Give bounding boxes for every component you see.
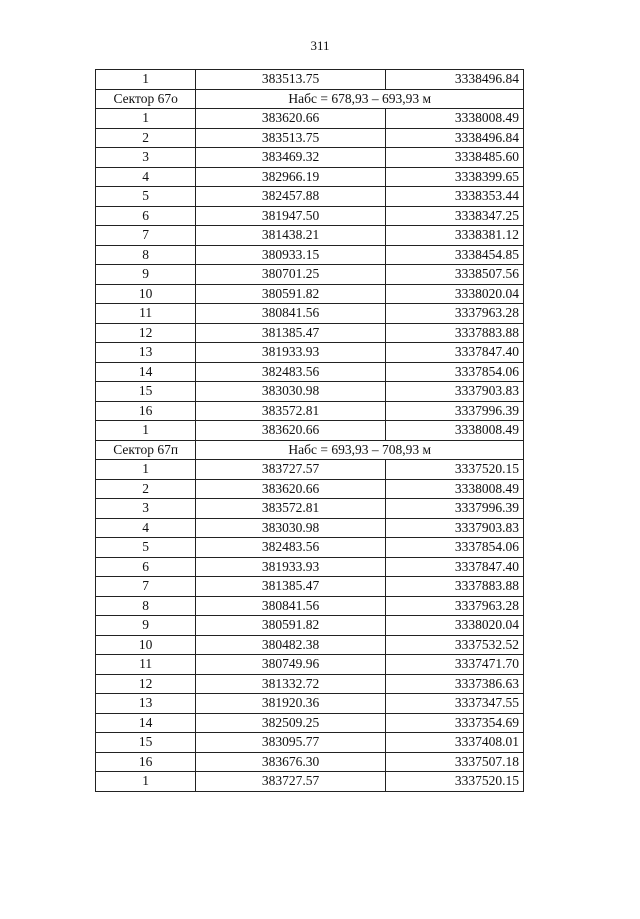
table-row xyxy=(96,187,524,207)
table-row xyxy=(96,382,524,402)
point-number-cell: 4 xyxy=(96,167,196,187)
point-number-cell: 11 xyxy=(96,655,196,675)
x-coordinate-cell: 383469.32 xyxy=(196,148,385,168)
table-row xyxy=(96,577,524,597)
point-number-cell: 2 xyxy=(96,479,196,499)
table-row xyxy=(96,713,524,733)
y-coordinate-cell: 3338020.04 xyxy=(385,284,523,304)
y-coordinate-cell: 3337996.39 xyxy=(385,499,523,519)
point-number-cell: 3 xyxy=(96,499,196,519)
y-coordinate-cell: 3337903.83 xyxy=(385,382,523,402)
y-coordinate-cell: 3337854.06 xyxy=(385,538,523,558)
point-number-cell: 8 xyxy=(96,245,196,265)
point-number-cell: 13 xyxy=(96,343,196,363)
point-number-cell: 5 xyxy=(96,538,196,558)
point-number-cell: 1 xyxy=(96,421,196,441)
page-number: 311 xyxy=(310,38,330,53)
y-coordinate-cell: 3337471.70 xyxy=(385,655,523,675)
x-coordinate-cell: 383030.98 xyxy=(196,518,385,538)
table-row xyxy=(96,304,524,324)
point-number-cell: 12 xyxy=(96,323,196,343)
y-coordinate-cell: 3338353.44 xyxy=(385,187,523,207)
y-coordinate-cell: 3338381.12 xyxy=(385,226,523,246)
x-coordinate-cell: 381933.93 xyxy=(196,343,385,363)
y-coordinate-cell: 3337847.40 xyxy=(385,343,523,363)
coordinates-table xyxy=(95,69,524,792)
point-number-cell: 4 xyxy=(96,518,196,538)
y-coordinate-cell: 3337347.55 xyxy=(385,694,523,714)
x-coordinate-cell: 383620.66 xyxy=(196,479,385,499)
point-number-cell: 12 xyxy=(96,674,196,694)
x-coordinate-cell: 380591.82 xyxy=(196,284,385,304)
x-coordinate-cell: 382483.56 xyxy=(196,538,385,558)
x-coordinate-cell: 383030.98 xyxy=(196,382,385,402)
point-number-cell: 14 xyxy=(96,362,196,382)
x-coordinate-cell: 383572.81 xyxy=(196,401,385,421)
x-coordinate-cell: 383676.30 xyxy=(196,752,385,772)
point-number-cell: 7 xyxy=(96,226,196,246)
y-coordinate-cell: 3337532.52 xyxy=(385,635,523,655)
table-row xyxy=(96,343,524,363)
x-coordinate-cell: 383727.57 xyxy=(196,772,385,792)
point-number-cell: 16 xyxy=(96,401,196,421)
y-coordinate-cell: 3337903.83 xyxy=(385,518,523,538)
point-number-cell: 8 xyxy=(96,596,196,616)
table-row xyxy=(96,538,524,558)
y-coordinate-cell: 3338485.60 xyxy=(385,148,523,168)
table-row xyxy=(96,226,524,246)
x-coordinate-cell: 380841.56 xyxy=(196,596,385,616)
table-row xyxy=(96,421,524,441)
y-coordinate-cell: 3338496.84 xyxy=(385,128,523,148)
y-coordinate-cell: 3337507.18 xyxy=(385,752,523,772)
x-coordinate-cell: 381438.21 xyxy=(196,226,385,246)
point-number-cell: 10 xyxy=(96,284,196,304)
x-coordinate-cell: 381385.47 xyxy=(196,577,385,597)
table-row xyxy=(96,616,524,636)
point-number-cell: 1 xyxy=(96,772,196,792)
y-coordinate-cell: 3338008.49 xyxy=(385,109,523,129)
point-number-cell: 15 xyxy=(96,382,196,402)
x-coordinate-cell: 383513.75 xyxy=(196,128,385,148)
x-coordinate-cell: 381933.93 xyxy=(196,557,385,577)
x-coordinate-cell: 382457.88 xyxy=(196,187,385,207)
table-row xyxy=(96,70,524,90)
y-coordinate-cell: 3337963.28 xyxy=(385,304,523,324)
point-number-cell: 11 xyxy=(96,304,196,324)
x-coordinate-cell: 383727.57 xyxy=(196,460,385,480)
point-number-cell: 9 xyxy=(96,616,196,636)
y-coordinate-cell: 3337386.63 xyxy=(385,674,523,694)
point-number-cell: 10 xyxy=(96,635,196,655)
x-coordinate-cell: 381385.47 xyxy=(196,323,385,343)
y-coordinate-cell: 3337883.88 xyxy=(385,577,523,597)
y-coordinate-cell: 3338347.25 xyxy=(385,206,523,226)
y-coordinate-cell: 3337996.39 xyxy=(385,401,523,421)
y-coordinate-cell: 3338399.65 xyxy=(385,167,523,187)
point-number-cell: 16 xyxy=(96,752,196,772)
table-row xyxy=(96,245,524,265)
sector-elevation-range: Набс = 693,93 – 708,93 м xyxy=(196,440,524,460)
x-coordinate-cell: 383513.75 xyxy=(196,70,385,90)
table-row xyxy=(96,479,524,499)
coordinates-table-body xyxy=(96,70,524,792)
y-coordinate-cell: 3338507.56 xyxy=(385,265,523,285)
x-coordinate-cell: 381947.50 xyxy=(196,206,385,226)
table-row xyxy=(96,206,524,226)
point-number-cell: 1 xyxy=(96,460,196,480)
y-coordinate-cell: 3337520.15 xyxy=(385,772,523,792)
x-coordinate-cell: 380933.15 xyxy=(196,245,385,265)
sector-elevation-range: Набс = 678,93 – 693,93 м xyxy=(196,89,524,109)
x-coordinate-cell: 382509.25 xyxy=(196,713,385,733)
x-coordinate-cell: 383572.81 xyxy=(196,499,385,519)
x-coordinate-cell: 383095.77 xyxy=(196,733,385,753)
sector-label: Сектор 67п xyxy=(96,440,196,460)
table-row xyxy=(96,148,524,168)
table-row xyxy=(96,557,524,577)
table-row xyxy=(96,284,524,304)
y-coordinate-cell: 3337520.15 xyxy=(385,460,523,480)
y-coordinate-cell: 3338454.85 xyxy=(385,245,523,265)
x-coordinate-cell: 381332.72 xyxy=(196,674,385,694)
table-row xyxy=(96,518,524,538)
table-row xyxy=(96,674,524,694)
x-coordinate-cell: 383620.66 xyxy=(196,421,385,441)
x-coordinate-cell: 380591.82 xyxy=(196,616,385,636)
table-row xyxy=(96,694,524,714)
table-row xyxy=(96,655,524,675)
x-coordinate-cell: 380841.56 xyxy=(196,304,385,324)
point-number-cell: 6 xyxy=(96,206,196,226)
y-coordinate-cell: 3337854.06 xyxy=(385,362,523,382)
y-coordinate-cell: 3338020.04 xyxy=(385,616,523,636)
point-number-cell: 9 xyxy=(96,265,196,285)
table-row xyxy=(96,265,524,285)
table-row xyxy=(96,752,524,772)
table-row xyxy=(96,772,524,792)
point-number-cell: 2 xyxy=(96,128,196,148)
table-row xyxy=(96,460,524,480)
table-row xyxy=(96,362,524,382)
x-coordinate-cell: 380749.96 xyxy=(196,655,385,675)
sector-header-row xyxy=(96,440,524,460)
y-coordinate-cell: 3337883.88 xyxy=(385,323,523,343)
x-coordinate-cell: 380701.25 xyxy=(196,265,385,285)
point-number-cell: 6 xyxy=(96,557,196,577)
point-number-cell: 14 xyxy=(96,713,196,733)
sector-header-row xyxy=(96,89,524,109)
x-coordinate-cell: 382483.56 xyxy=(196,362,385,382)
table-row xyxy=(96,167,524,187)
point-number-cell: 1 xyxy=(96,70,196,90)
table-row xyxy=(96,401,524,421)
point-number-cell: 15 xyxy=(96,733,196,753)
point-number-cell: 7 xyxy=(96,577,196,597)
table-row xyxy=(96,733,524,753)
y-coordinate-cell: 3337354.69 xyxy=(385,713,523,733)
point-number-cell: 13 xyxy=(96,694,196,714)
x-coordinate-cell: 382966.19 xyxy=(196,167,385,187)
x-coordinate-cell: 381920.36 xyxy=(196,694,385,714)
sector-label: Сектор 67о xyxy=(96,89,196,109)
y-coordinate-cell: 3338008.49 xyxy=(385,479,523,499)
table-row xyxy=(96,109,524,129)
point-number-cell: 3 xyxy=(96,148,196,168)
point-number-cell: 5 xyxy=(96,187,196,207)
table-row xyxy=(96,635,524,655)
table-row xyxy=(96,323,524,343)
y-coordinate-cell: 3338496.84 xyxy=(385,70,523,90)
y-coordinate-cell: 3338008.49 xyxy=(385,421,523,441)
x-coordinate-cell: 383620.66 xyxy=(196,109,385,129)
point-number-cell: 1 xyxy=(96,109,196,129)
y-coordinate-cell: 3337847.40 xyxy=(385,557,523,577)
y-coordinate-cell: 3337963.28 xyxy=(385,596,523,616)
y-coordinate-cell: 3337408.01 xyxy=(385,733,523,753)
table-row xyxy=(96,499,524,519)
table-row xyxy=(96,128,524,148)
x-coordinate-cell: 380482.38 xyxy=(196,635,385,655)
table-row xyxy=(96,596,524,616)
